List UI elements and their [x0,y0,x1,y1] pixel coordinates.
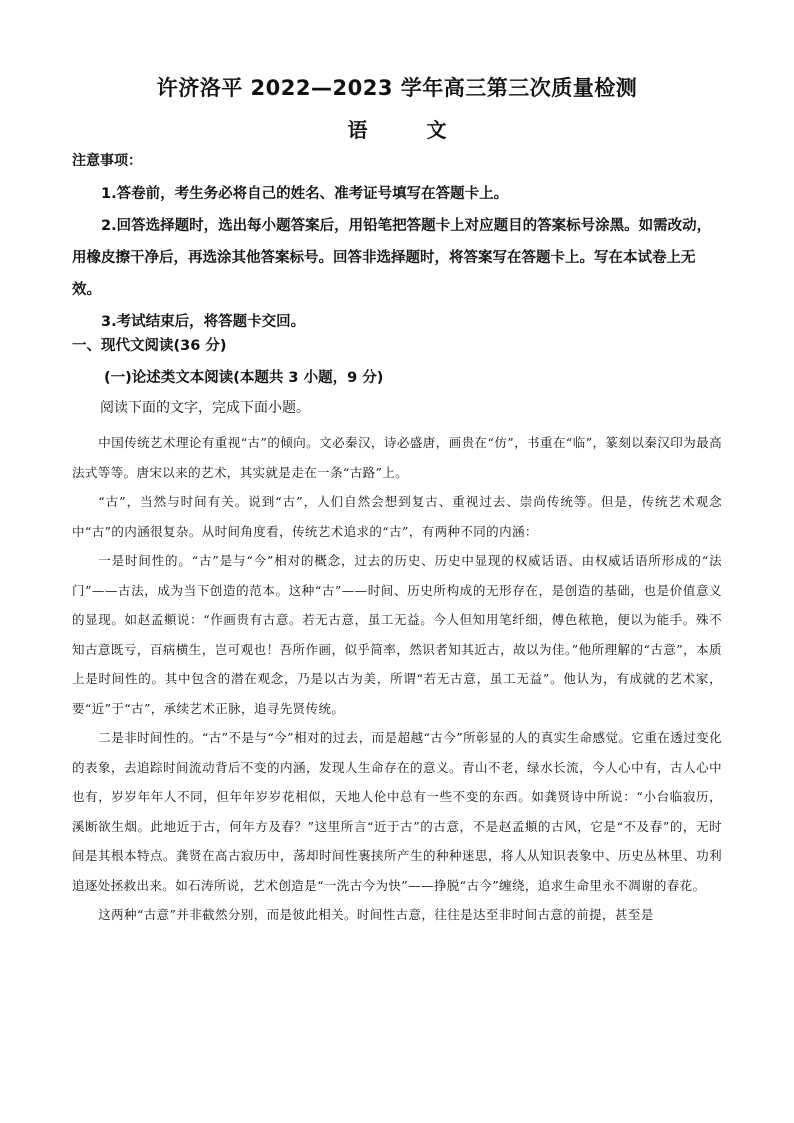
passage-paragraph: “古”，当然与时间有关。说到“古”，人们自然会想到复古、重视过去、崇尚传统等。但是，传统艺术观念中“古”的内涵很复杂。从时间角度看，传统艺术追求的“古”，有两种不同的内涵： [72,494,722,539]
notice-heading: 注意事项： [72,153,142,169]
section-subheading: (一)论述类文本阅读(本题共 3 小题，9 分) [104,370,384,386]
notice-list [72,178,722,338]
notice-item: 2.回答选择题时，选出每小题答案后，用铅笔把答题卡上对应题目的答案标号涂黑。如需改动，用橡皮擦干净后，再选涂其他答案标号。回答非选择题时，将答案写在答题卡上。写在本试卷上无效。 [72,218,712,298]
reading-instruction: 阅读下面的文字，完成下面小题。 [100,400,310,416]
passage-paragraph: 这两种“古意”并非截然分别，而是彼此相关。时间性古意，往往是达至非时间古意的前提，甚至是 [98,907,654,922]
passage-paragraph: 中国传统艺术理论有重视“古”的倾向。文必秦汉，诗必盛唐，画贵在“仿”，书重在“临”，篆刻以秦汉印为最高法式等等。唐宋以来的艺术，其实就是走在一条“古路”上。 [72,435,722,480]
exam-subject: 语 文 [347,118,473,142]
exam-title: 许济洛平 2022—2023 学年高三第三次质量检测 [156,76,638,100]
notice-item: 1.答卷前，考生务必将自己的姓名、准考证号填写在答题卡上。 [101,186,509,202]
passage [72,428,722,930]
passage-paragraph: 一是时间性的。“古”是与“今”相对的概念，过去的历史、历史中显现的权威话语、由权威话语所形成的“法门”——古法，成为当下创造的范本。这种“古”——时间、历史所构成的无形存在，是创造的基础，也是价值意义的显现。如赵孟頫说：“作画贵有古意。若无古意，虽工无益。今人但知用笔纤细，傅色秾艳，便以为能手。殊不知古意既亏，百病横生，岂可观也！吾所作画，似乎简率，然识者知其近古，故以为佳。”他所理解的“古意”，本质上是时间性的。其中包含的潜在观念，乃是以古为美，所谓“若无古意，虽工无益”。他认为，有成就的艺术家，要“近”于“古”，承续艺术正脉，追寻先贤传统。 [72,553,722,716]
notice-item: 3.考试结束后，将答题卡交回。 [101,314,306,330]
section-heading: 一、现代文阅读(36 分) [72,338,227,354]
passage-paragraph: 二是非时间性的。“古”不是与“今”相对的过去，而是超越“古今”所彰显的人的真实生命感觉。它重在透过变化的表象，去追踪时间流动背后不变的内涵，发现人生命存在的意义。青山不老，绿水长流，今人心中有，古人心中也有，岁岁年年人不同，但年年岁岁花相似，天地人伦中总有一些不变的东西。如龚贤诗中所说：“小台临寂历，溪断欲生烟。此地近于古，何年方及春？”这里所言“近于古”的古意，不是赵孟頫的古风，它是“不及春”的，无时间是其根本特点。龚贤在高古寂历中，荡却时间性裹挟所产生的种种迷思，将人从知识表象中、历史丛林里、功利追逐处拯救出来。如石涛所说，艺术创造是“一洗古今为快”——挣脱“古今”缠绕，追求生命里永不凋谢的春花。 [72,730,722,893]
